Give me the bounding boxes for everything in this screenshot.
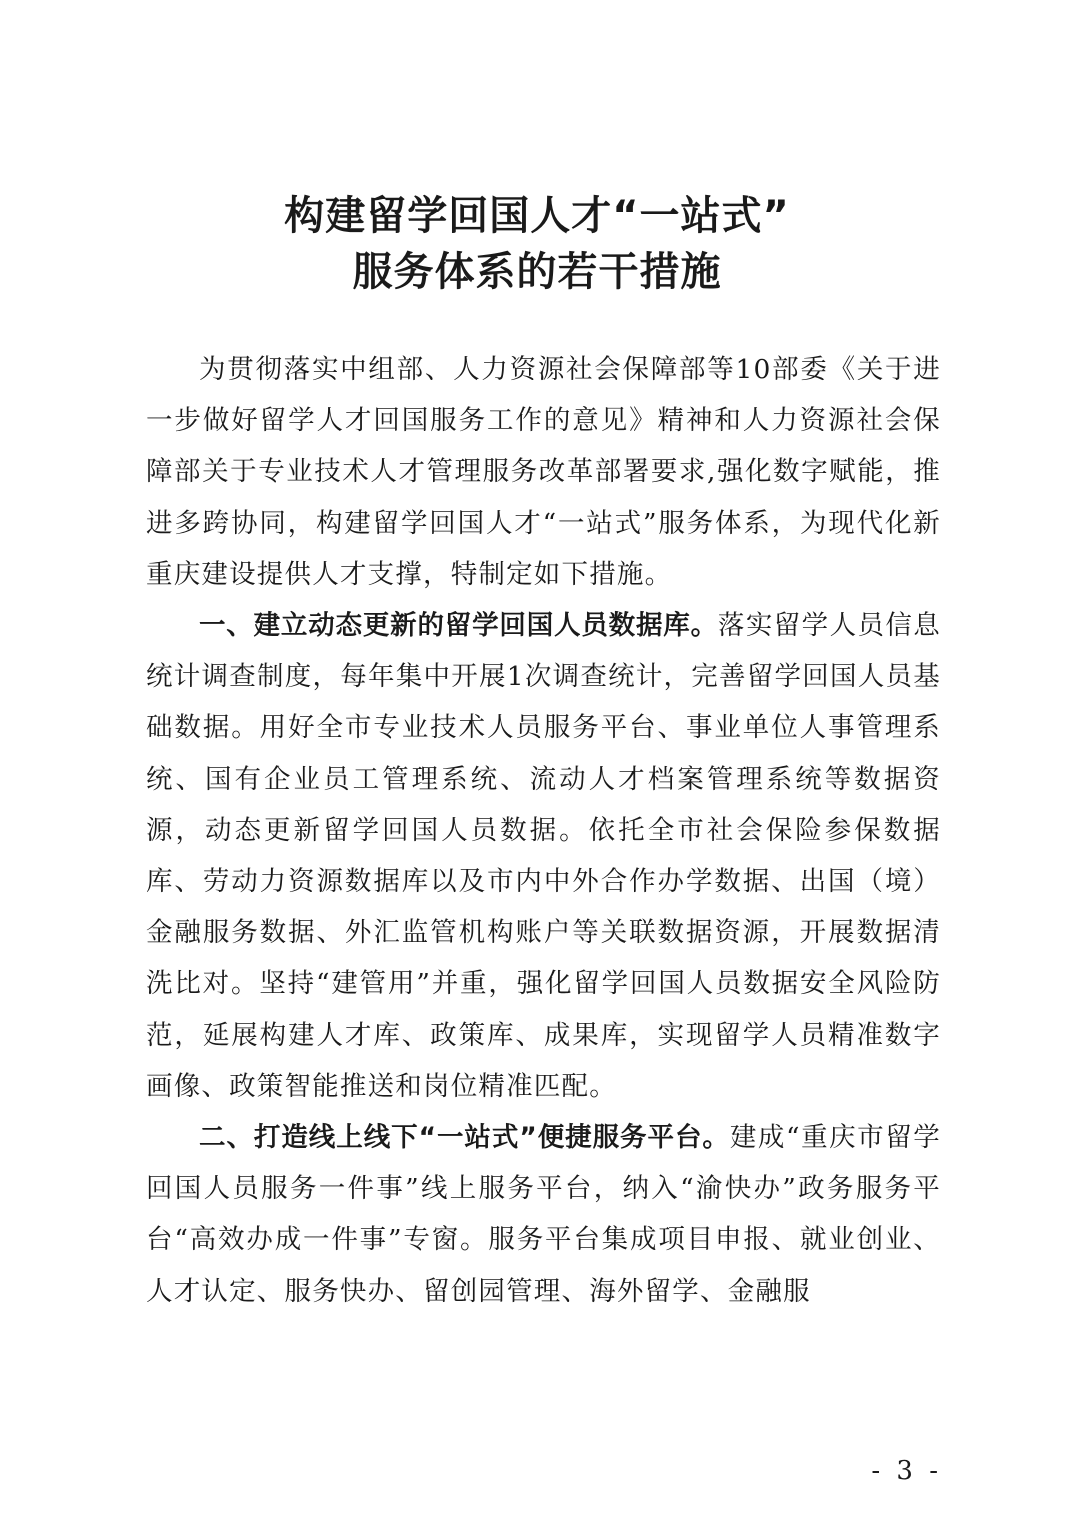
document-body [146, 344, 941, 1317]
document-title-line-1: 构建留学回国人才“一站式” [284, 193, 790, 239]
section-2-text: 建成“重庆市留学回国人员服务一件事”线上服务平台，纳入“渝快办”政务服务平台“高效办成一件事”专窗。服务平台集成项目申报、就业创业、人才认定、服务快办、留创园管理、海外留学、金融服 [146, 1122, 941, 1307]
intro-paragraph: 为贯彻落实中组部、人力资源社会保障部等10部委《关于进一步做好留学人才回国服务工作的意见》精神和人力资源社会保障部关于专业技术人才管理服务改革部署要求,强化数字赋能，推进多跨协同，构建留学回国人才“一站式”服务体系，为现代化新重庆建设提供人才支撑，特制定如下措施。 [146, 354, 941, 590]
section-1-heading: 一、建立动态更新的留学回国人员数据库。 [199, 610, 718, 642]
page-number: - 3 - [871, 1456, 942, 1486]
section-2-heading: 二、打造线上线下“一站式”便捷服务平台。 [199, 1122, 730, 1154]
section-1-text: 落实留学人员信息统计调查制度，每年集中开展1次调查统计，完善留学回国人员基础数据。用好全市专业技术人员服务平台、事业单位人事管理系统、国有企业员工管理系统、流动人才档案管理系统等数据资源，动态更新留学回国人员数据。依托全市社会保险参保数据库、劳动力资源数据库以及市内中外合作办学数据、出国（境）金融服务数据、外汇监管机构账户等关联数据资源，开展数据清洗比对。坚持“建管用”并重，强化留学回国人员数据安全风险防范，延展构建人才库、政策库、成果库，实现留学人员精准数字画像、政策智能推送和岗位精准匹配。 [146, 610, 941, 1102]
section-1-paragraph [146, 600, 941, 1112]
document-title-line-2: 服务体系的若干措施 [352, 249, 722, 295]
section-2-paragraph [146, 1112, 941, 1317]
